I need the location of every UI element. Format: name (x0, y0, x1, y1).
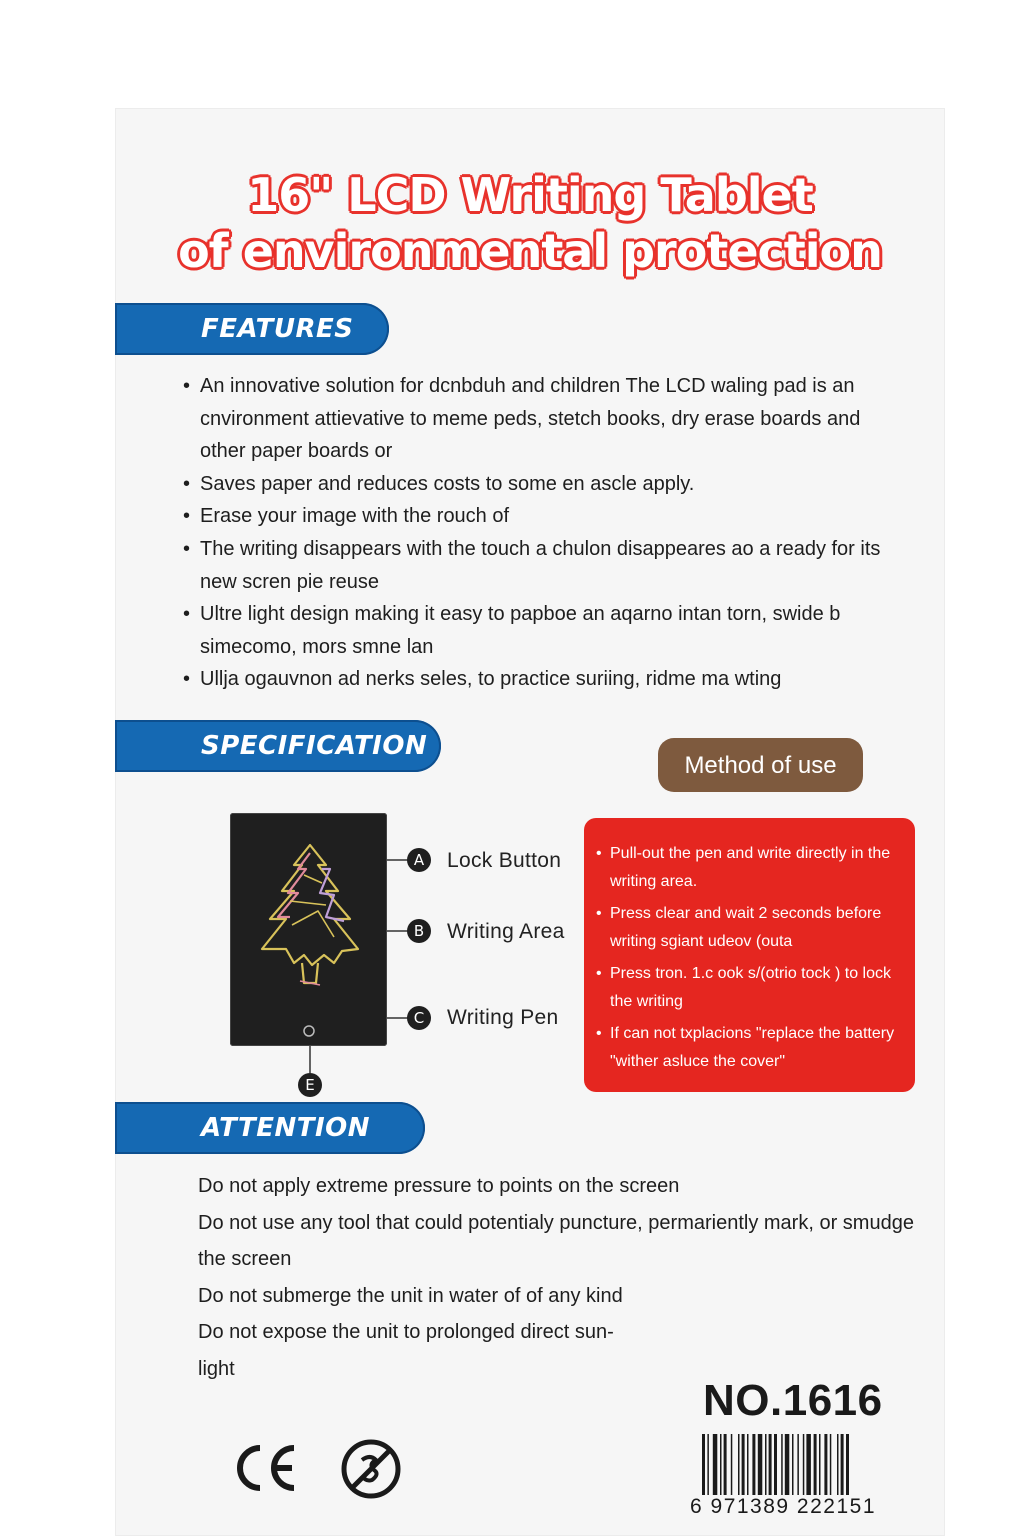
feature-item: • Ultre light design making it easy to papboe an aqarno intan torn, swide b simecomo, mors smne lan (183, 598, 883, 663)
feature-item: • Erase your image with the rouch of (183, 500, 883, 533)
feature-item: • Ullja ogauvnon ad nerks seles, to practice suriing, ridme ma wting (183, 663, 883, 696)
attention-list (198, 1168, 928, 1388)
method-item: • Press tron. 1.c ook s/(otrio tock ) to lock the writing (596, 960, 902, 1016)
feature-item: • An innovative solution for dcnbduh and children The LCD waling pad is an cnvironment attievative to meme peds, stetch books, dry erase boards and other paper boards or (183, 370, 883, 468)
title-line-1: 16" LCD Writing Tablet (247, 168, 813, 222)
attention-line: light (198, 1357, 235, 1380)
feature-item: • The writing disappears with the touch a chulon disappeares ao a ready for its new scren pie reuse (183, 533, 883, 598)
method-item: • If can not txplacions "replace the battery "wither asluce the cover" (596, 1020, 902, 1076)
ce-mark-icon (232, 1440, 298, 1496)
callout-lock-button: Lock Button (447, 849, 562, 872)
method-item: • Pull-out the pen and write directly in the writing area. (596, 840, 902, 896)
attention-line: Do not expose the unit to prolonged direct sun- (198, 1321, 614, 1344)
features-heading: FEATURES (201, 314, 354, 344)
method-item: • Press clear and wait 2 seconds before writing sgiant udeov (outa (596, 900, 902, 956)
feature-item: • Saves paper and reduces costs to some en ascle apply. (183, 468, 883, 501)
callout-badge-e: E (298, 1073, 322, 1097)
attention-heading: ATTENTION (201, 1113, 370, 1143)
attention-line: Do not use any tool that could potentialy puncture, permariently mark, or smudge (198, 1211, 914, 1234)
callout-writing-pen: Writing Pen (447, 1006, 559, 1029)
attention-line: Do not submerge the unit in water of of any kind (198, 1284, 623, 1307)
rohs-icon (340, 1438, 402, 1500)
callout-badge-c: C (407, 1006, 431, 1030)
barcode-number: 6 971389 222151 (690, 1495, 876, 1518)
method-of-use-box (584, 818, 915, 1092)
attention-line: the screen (198, 1248, 292, 1271)
callout-badge-b: B (407, 919, 431, 943)
callout-writing-area: Writing Area (447, 920, 565, 943)
method-of-use-pill: Method of use (658, 738, 863, 792)
attention-banner (115, 1102, 425, 1154)
model-number: NO.1616 (703, 1376, 883, 1425)
title-line-2: of environmental protection (178, 224, 882, 278)
attention-line: Do not apply extreme pressure to points on the screen (198, 1175, 680, 1197)
callout-badge-a: A (407, 848, 431, 872)
specification-heading: SPECIFICATION (201, 731, 428, 761)
